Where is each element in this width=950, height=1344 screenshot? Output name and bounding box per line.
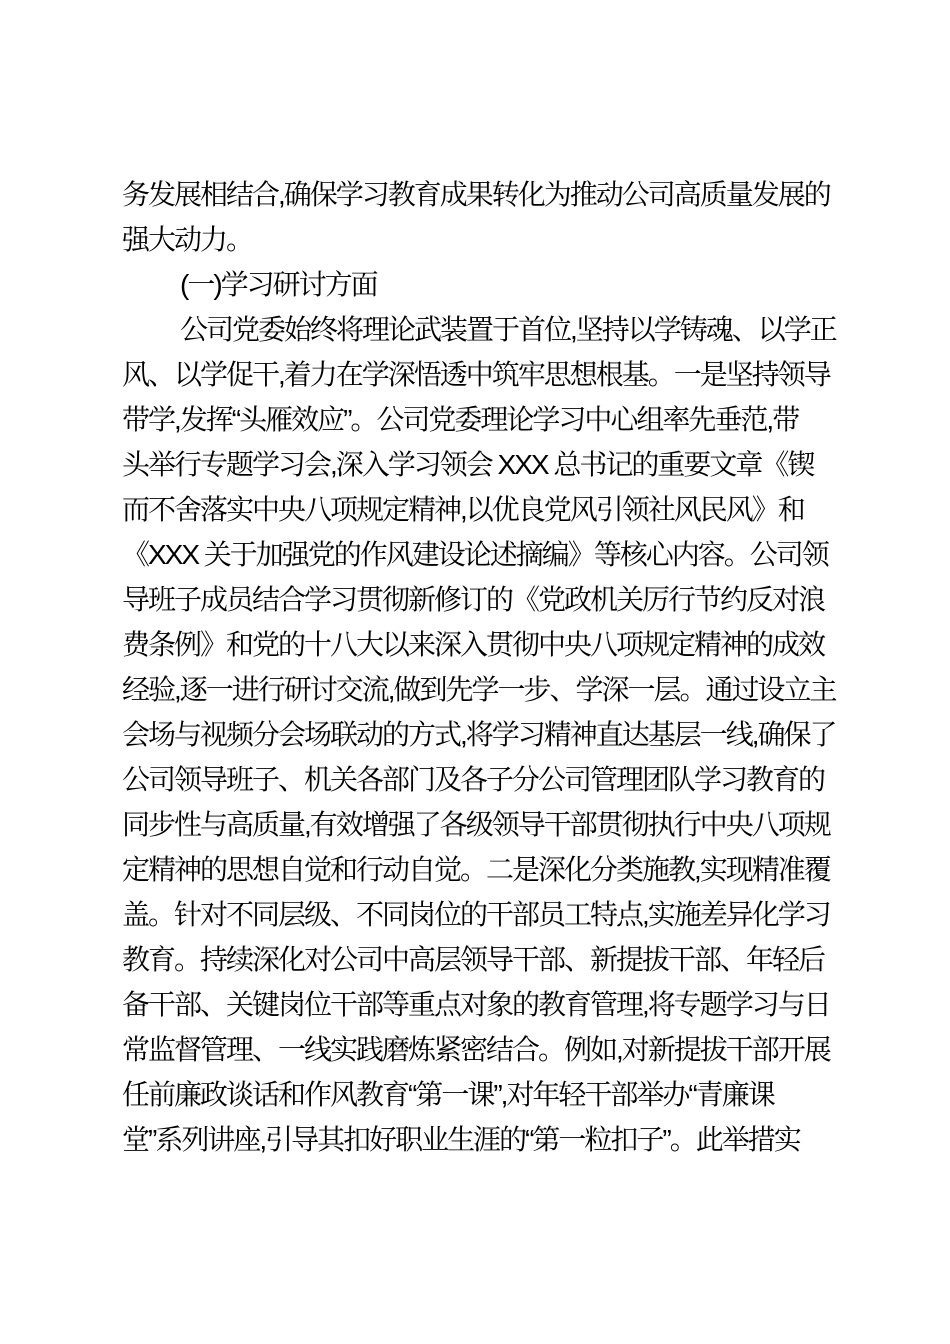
text-line: 盖。针对不同层级、不同岗位的干部员工特点,实施差异化学习 [122, 899, 830, 930]
text-line: 定精神的思想自觉和行动自觉。二是深化分类施教,实现精准覆 [122, 854, 830, 885]
text-line: 教育。持续深化对公司中高层领导干部、新提拔干部、年轻后 [122, 944, 825, 975]
text-line: 而不舍落实中央八项规定精神,以优良党风引领社风民风》和 [122, 494, 804, 525]
text-line: 带学,发挥“头雁效应”。公司党委理论学习中心组率先垂范,带 [122, 404, 799, 435]
text-line: 堂”系列讲座,引导其扣好职业生涯的“第一粒扣子”。此举措实 [122, 1124, 800, 1155]
text-line: 公司党委始终将理论武装置于首位,坚持以学铸魂、以学正 [180, 314, 836, 345]
text-line: 经验,逐一进行研讨交流,做到先学一步、学深一层。通过设立主 [122, 674, 836, 705]
text-line: 强大动力。 [122, 224, 253, 255]
section-heading: (一)学习研讨方面 [180, 269, 377, 300]
text-line: 会场与视频分会场联动的方式,将学习精神直达基层一线,确保了 [122, 719, 836, 750]
text-line: 公司领导班子、机关各部门及各子分公司管理团队学习教育的 [122, 764, 825, 795]
document-body [122, 172, 834, 1162]
text-line: 风、以学促干,着力在学深悟透中筑牢思想根基。一是坚持领导 [122, 359, 830, 390]
text-line: 头举行专题学习会,深入学习领会 XXX 总书记的重要文章《锲 [122, 449, 814, 480]
text-line: 务发展相结合,确保学习教育成果转化为推动公司高质量发展的 [122, 179, 830, 210]
text-line: 费条例》和党的十八大以来深入贯彻中央八项规定精神的成效 [122, 629, 825, 660]
text-line: 导班子成员结合学习贯彻新修订的《党政机关厉行节约反对浪 [122, 584, 825, 615]
text-line: 同步性与高质量,有效增强了各级领导干部贯彻执行中央八项规 [122, 809, 830, 840]
text-line: 备干部、关键岗位干部等重点对象的教育管理,将专题学习与日 [122, 989, 830, 1020]
text-line: 《XXX 关于加强党的作风建设论述摘编》等核心内容。公司领 [122, 539, 828, 570]
text-line: 常监督管理、一线实践磨炼紧密结合。例如,对新提拔干部开展 [122, 1034, 830, 1065]
text-line: 任前廉政谈话和作风教育“第一课”,对年轻干部举办“青廉课 [122, 1079, 774, 1110]
